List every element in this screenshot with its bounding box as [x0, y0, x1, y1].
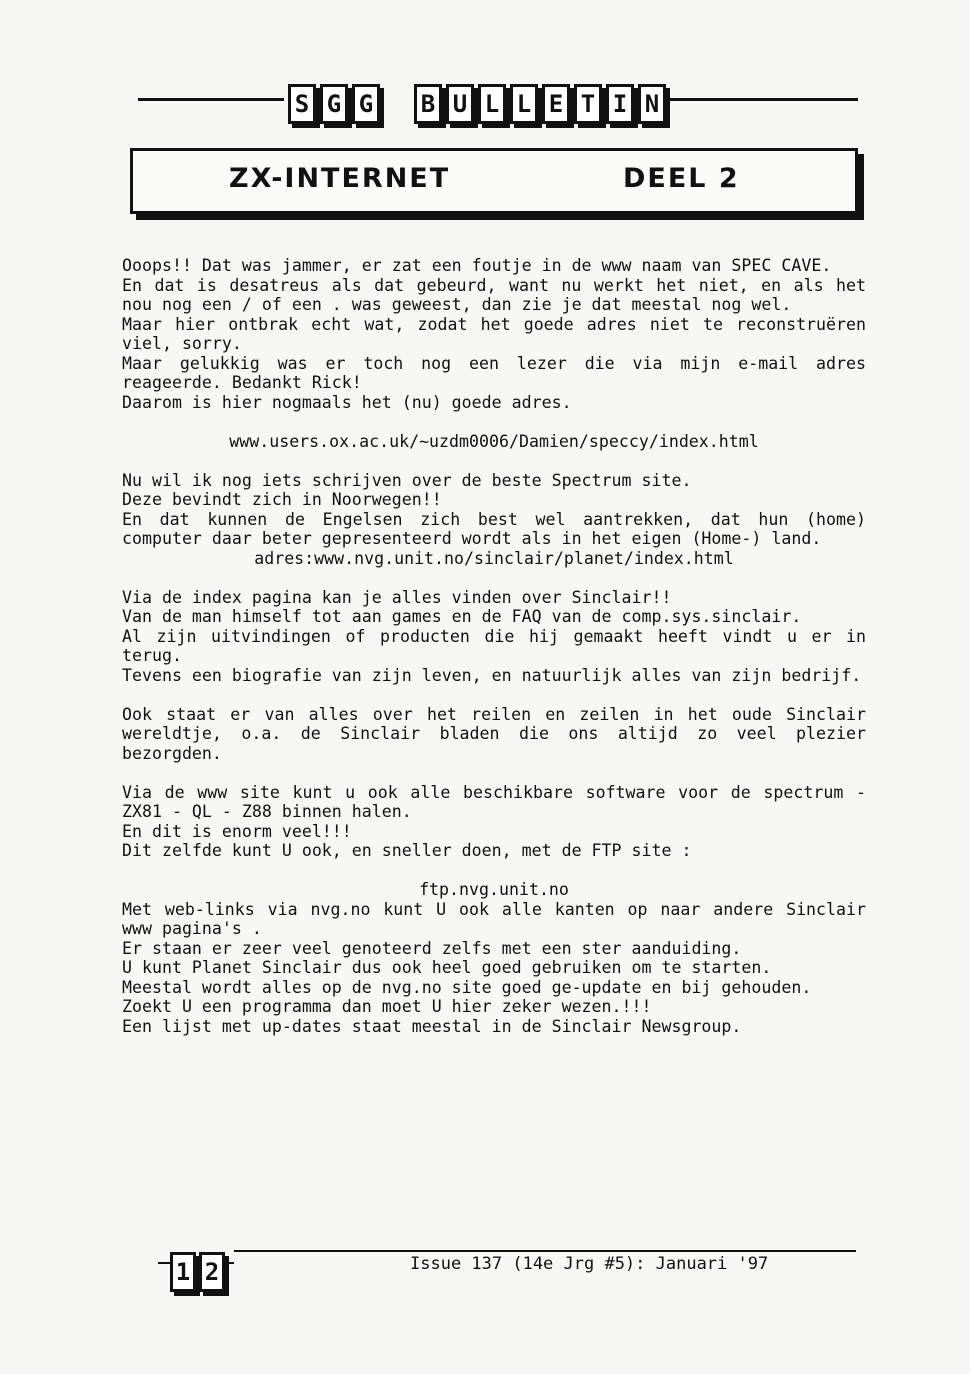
paragraph: Er staan er zeer veel genoteerd zelfs met een ster aanduiding.	[122, 938, 742, 958]
paragraph: Ooops!! Dat was jammer, er zat een foutje in de www naam van SPEC CAVE.	[122, 256, 832, 275]
paragraph: Maar hier ontbrak echt wat, zodat het goede adres niet te reconstruëren viel, sorry.	[122, 314, 866, 353]
masthead-letter: B	[414, 84, 442, 124]
paragraph: Daarom is hier nogmaals het (nu) goede adres.	[122, 392, 572, 412]
masthead-letter: T	[574, 84, 602, 124]
article-title-box	[130, 148, 858, 214]
url-line: ftp.nvg.unit.no	[419, 880, 569, 899]
page-digit: 2	[199, 1252, 225, 1292]
paragraph: Al zijn uitvindingen of producten die hij gemaakt heeft vindt u er in terug.	[122, 626, 866, 665]
masthead-bulletin	[414, 84, 666, 124]
paragraph-spacer	[122, 861, 866, 881]
masthead-letter: S	[288, 84, 316, 124]
header-rule-left	[138, 98, 284, 101]
masthead-letter: I	[606, 84, 634, 124]
paragraph: Van de man himself tot aan games en de FAQ van de comp.sys.sinclair.	[122, 607, 802, 626]
paragraph: Meestal wordt alles op de nvg.no site goed ge-update en bij gehouden.	[122, 977, 812, 997]
paragraph: Met web-links via nvg.no kunt U ook alle kanten op naar andere Sinclair www pagina's .	[122, 899, 866, 938]
page-digit: 1	[170, 1252, 196, 1292]
article-body	[122, 256, 866, 1036]
paragraph: Ook staat er van alles over het reilen en zeilen in het oude Sinclair wereldtje, o.a. de Sinclair bladen die ons altijd zo veel plezier bezorgden.	[122, 704, 866, 763]
paragraph: Via de index pagina kan je alles vinden over Sinclair!!	[122, 587, 672, 607]
paragraph: Een lijst met up-dates staat meestal in de Sinclair Newsgroup.	[122, 1016, 742, 1036]
masthead-sgg	[288, 84, 380, 124]
header-rule-right	[668, 98, 858, 101]
paragraph-spacer	[122, 412, 866, 432]
paragraph: En dat kunnen de Engelsen zich best wel aantrekken, dat hun (home) computer daar beter gepresenteerd wordt als in het eigen (Home-) land.	[122, 509, 866, 548]
article-part: DEEL 2	[623, 163, 740, 194]
paragraph-spacer	[122, 568, 866, 588]
url-line: adres:www.nvg.unit.no/sinclair/planet/index.html	[254, 548, 734, 568]
paragraph: En dit is enorm veel!!!	[122, 821, 352, 841]
paragraph-spacer	[122, 451, 866, 471]
masthead-letter: E	[542, 84, 570, 124]
article-title: ZX-INTERNET	[229, 163, 451, 194]
paragraph: Tevens een biografie van zijn leven, en natuurlijk alles van zijn bedrijf.	[122, 665, 862, 685]
page-number	[170, 1252, 225, 1292]
issue-line: Issue 137 (14e Jrg #5): Januari '97	[410, 1254, 769, 1274]
masthead-letter: L	[478, 84, 506, 124]
paragraph: Deze bevindt zich in Noorwegen!!	[122, 490, 442, 509]
masthead-letter: U	[446, 84, 474, 124]
paragraph: En dat is desatreus als dat gebeurd, want nu werkt het niet, en als het nou nog een / of een . was geweest, dan zie je dat meestal nog wel.	[122, 275, 866, 314]
paragraph: Dit zelfde kunt U ook, en sneller doen, met de FTP site :	[122, 841, 692, 860]
paragraph: Via de www site kunt u ook alle beschikbare software voor de spectrum - ZX81 - QL - Z88 binnen halen.	[122, 782, 866, 821]
paragraph-spacer	[122, 763, 866, 783]
paragraph: Nu wil ik nog iets schrijven over de beste Spectrum site.	[122, 470, 692, 490]
masthead-letter: G	[320, 84, 348, 124]
masthead-letter: G	[352, 84, 380, 124]
paragraph: Zoekt U een programma dan moet U hier zeker wezen.!!!	[122, 997, 652, 1016]
masthead-letter: N	[638, 84, 666, 124]
footer-rule	[234, 1250, 856, 1252]
paragraph: Maar gelukkig was er toch nog een lezer die via mijn e-mail adres reageerde. Bedankt Rick!	[122, 353, 866, 392]
url-line: www.users.ox.ac.uk/~uzdm0006/Damien/speccy/index.html	[229, 431, 759, 451]
paragraph: U kunt Planet Sinclair dus ook heel goed gebruiken om te starten.	[122, 958, 772, 977]
masthead-letter: L	[510, 84, 538, 124]
paragraph-spacer	[122, 685, 866, 705]
